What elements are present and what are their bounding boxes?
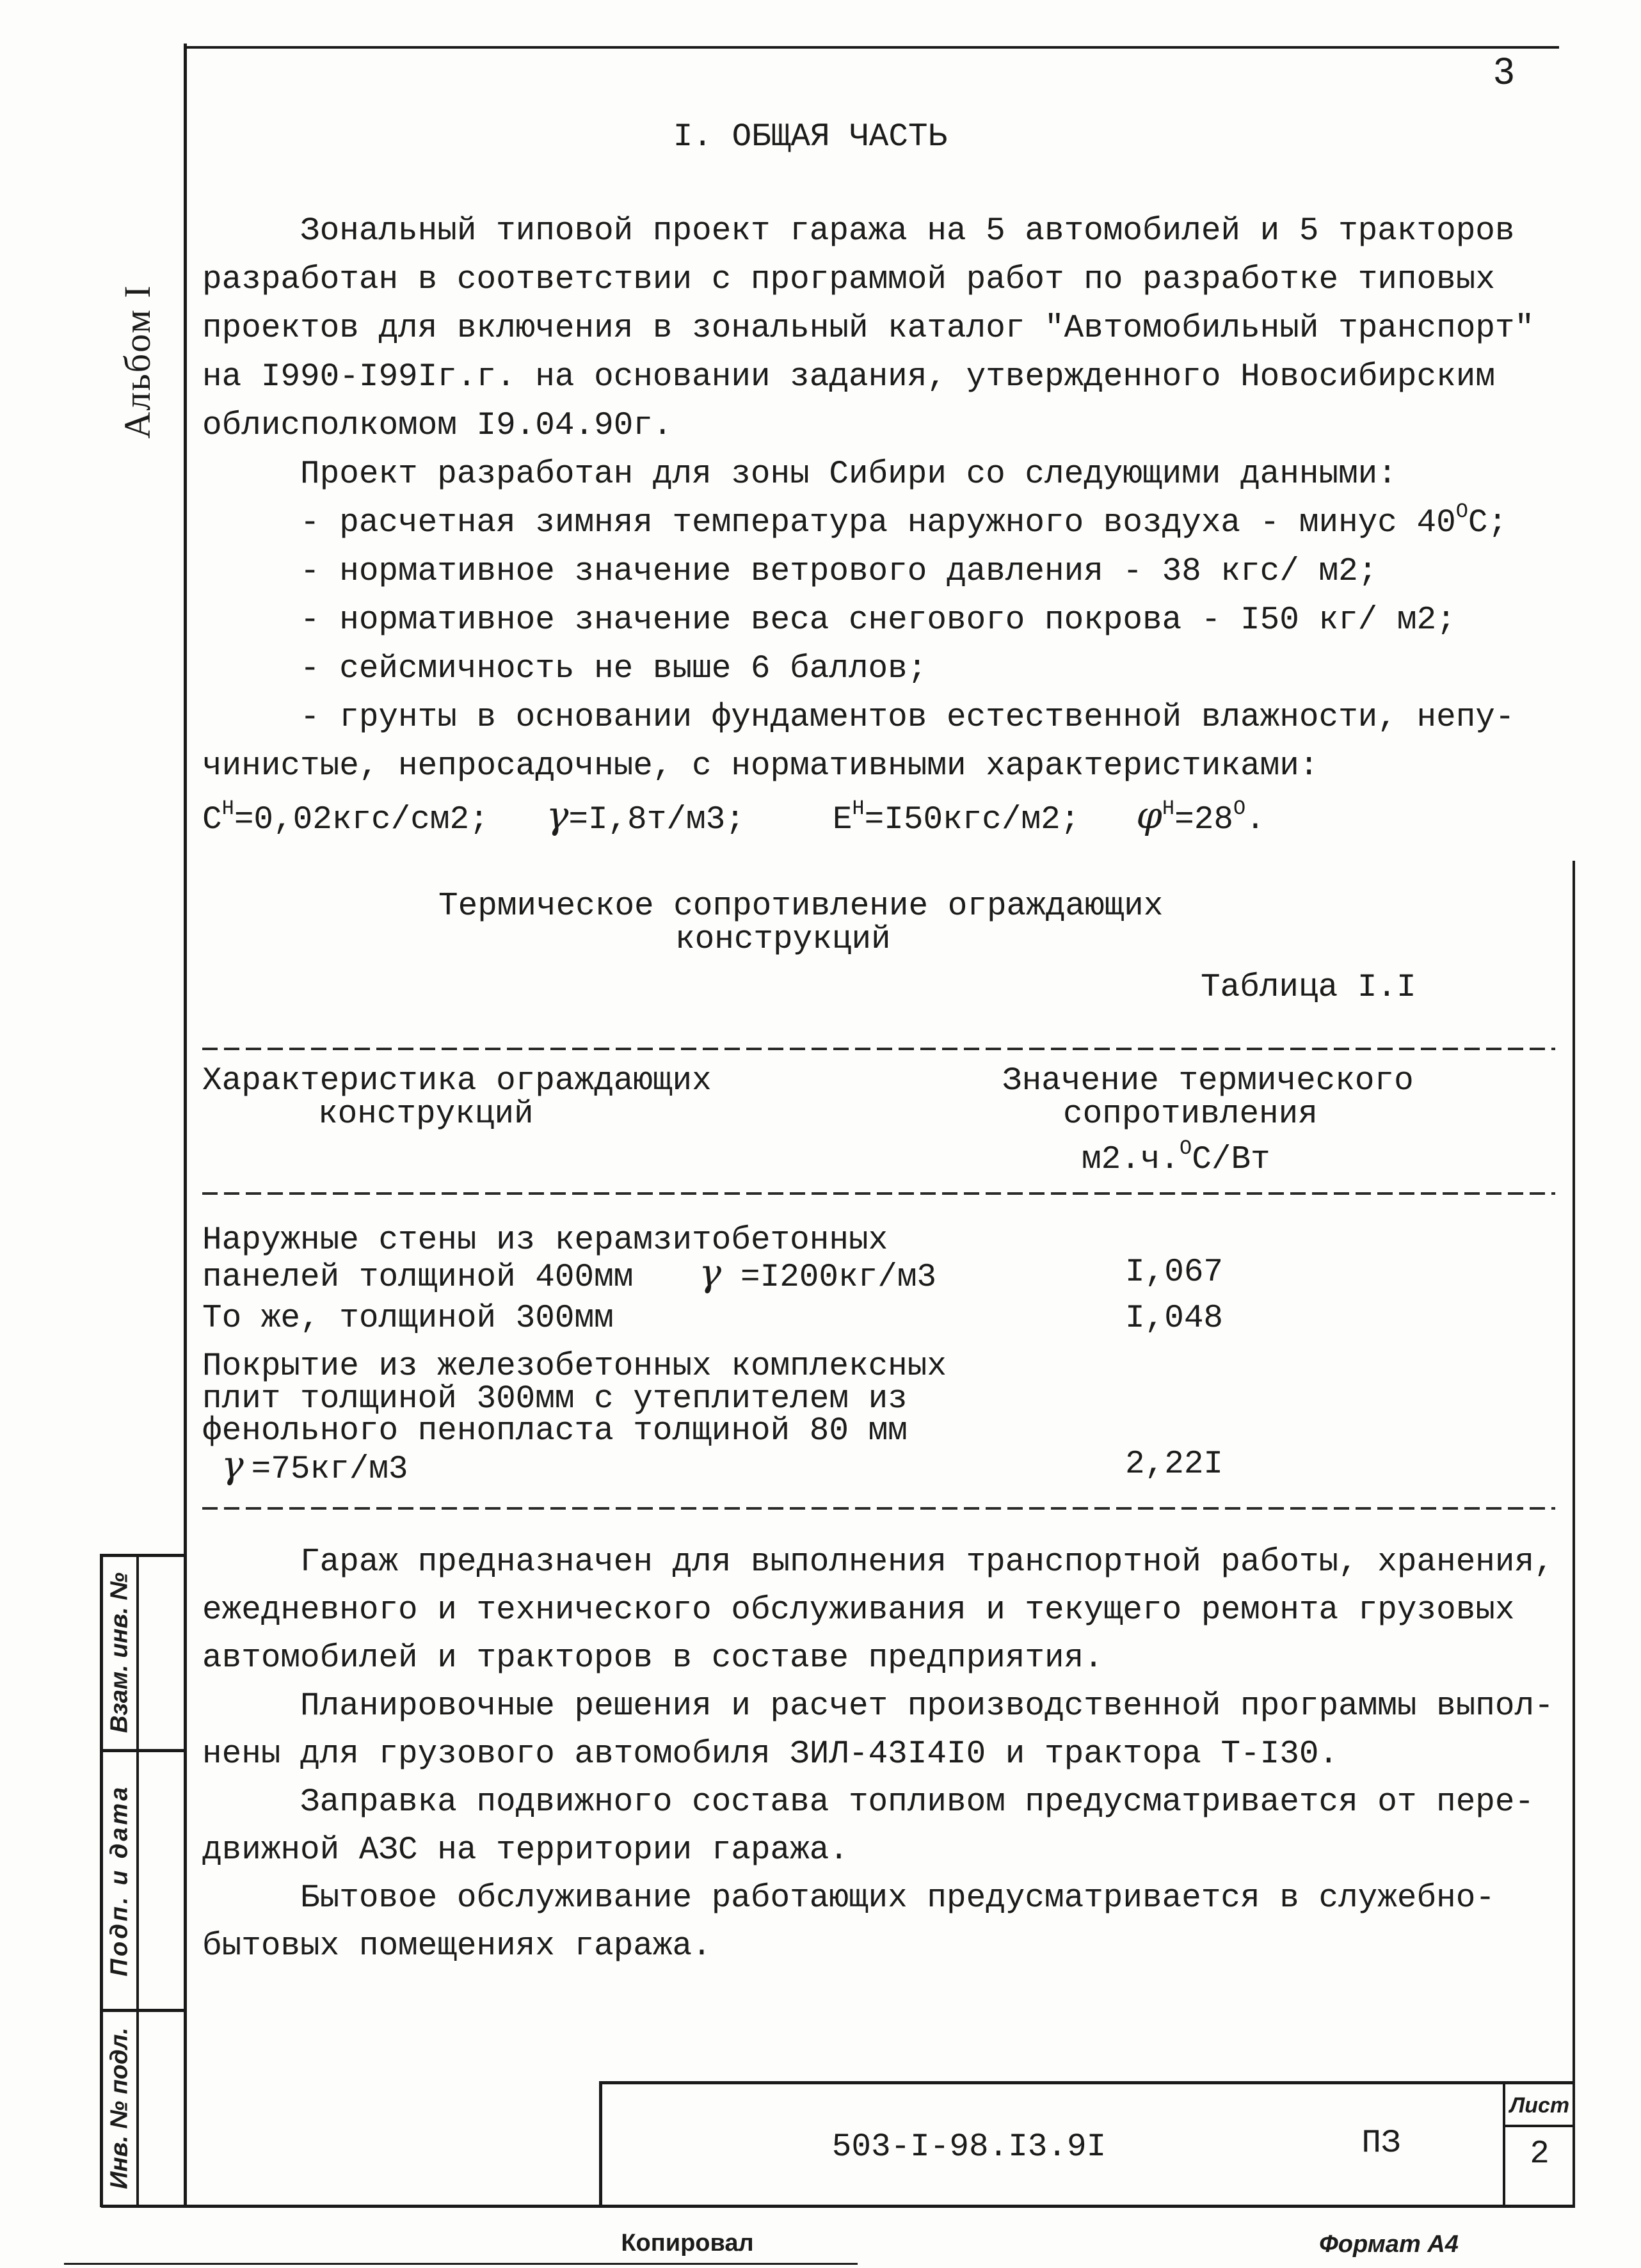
- table-row-2-value: I,048: [1125, 1300, 1224, 1337]
- table-header-rule: [202, 1192, 1555, 1195]
- stamp-replacement-inv-label: Взам. инв. №: [106, 1572, 133, 1733]
- friction-angle-symbol: φ: [1136, 794, 1162, 837]
- intro-line: разработан в соответствии с программой работ по разработке типовых: [202, 262, 1495, 298]
- description-line: Планировочные решения и расчет производственной программы выпол-: [300, 1688, 1554, 1725]
- stamp-row-divider: [100, 2009, 186, 2012]
- sheet-label: Лист: [1509, 2093, 1570, 2118]
- table-row-3-text: [202, 1443, 408, 1488]
- frame-top-line: [185, 46, 1559, 49]
- table-row-1-text: Наружные стены из керамзитобетонных: [202, 1222, 888, 1259]
- density-value: =I,8т/м3;: [568, 802, 745, 838]
- table-row-3-text: фенольного пенопласта толщиной 80 мм: [202, 1413, 908, 1449]
- format-label: Формат А4: [1319, 2231, 1459, 2258]
- table-row-3-value: 2,22I: [1125, 1446, 1224, 1483]
- table-title-line: Термическое сопротивление ограждающих: [438, 888, 1164, 925]
- table-title-line: конструкций: [675, 922, 891, 958]
- table-row-3-text: плит толщиной 300мм с утеплителем из: [202, 1381, 908, 1418]
- intro-line: проектов для включения в зональный каталог "Автомобильный транспорт": [202, 310, 1535, 347]
- table-row-2-text: То же, толщиной 300мм: [202, 1300, 614, 1337]
- climate-soil-item: - грунты в основании фундаментов естественной влажности, непу-: [300, 699, 1515, 736]
- table-row-1-value: I,067: [1125, 1254, 1224, 1291]
- temperature-unit: С;: [1468, 505, 1508, 541]
- cohesion-value: =0,02кгс/см2;: [234, 802, 489, 838]
- intro-line: Зональный типовой проект гаража на 5 автомобилей и 5 тракторов: [300, 213, 1515, 250]
- intro-line: на I990-I99Iг.г. на основании задания, утвержденного Новосибирским: [202, 359, 1495, 395]
- copied-by-label: Копировал: [621, 2230, 754, 2256]
- page-number: 3: [1493, 51, 1515, 92]
- intro-line: облисполкомом I9.04.90г.: [202, 408, 673, 444]
- description-line: ежедневного и технического обслуживания и текущего ремонта грузовых: [202, 1592, 1515, 1629]
- description-line: автомобилей и тракторов в составе предприятия.: [202, 1640, 1103, 1677]
- climate-seismic-item: - сейсмичность не выше 6 баллов;: [300, 651, 927, 687]
- unit-prefix: м2.ч.: [1082, 1142, 1180, 1178]
- climate-lead: Проект разработан для зоны Сибири со следующими данными:: [300, 456, 1397, 493]
- climate-temperature-item: [202, 499, 1565, 548]
- table-col1-header: конструкций: [318, 1096, 534, 1133]
- row-1-density-value: =I200кг/м3: [740, 1259, 937, 1296]
- frame-bottom-line: [101, 2205, 1575, 2208]
- row-1-density-symbol: γ: [699, 1251, 721, 1295]
- row-1-text-line: панелей толщиной 400мм: [202, 1259, 634, 1296]
- temperature-degree-sup: О: [1455, 500, 1468, 523]
- frame-left-line: [184, 44, 187, 2207]
- description-line: Бытовое обслуживание работающих предусматривается в служебно-: [300, 1880, 1495, 1917]
- table-bottom-rule: [202, 1507, 1555, 1510]
- sheet-cell-divider: [1503, 2125, 1575, 2127]
- modulus-symbol: Е: [832, 802, 853, 838]
- album-label: Альбом I: [116, 284, 158, 439]
- cohesion-symbol: С: [202, 802, 222, 838]
- description-line: бытовых помещениях гаража.: [202, 1928, 712, 1965]
- density-symbol: γ: [546, 794, 569, 837]
- table-row-1-text: [202, 1251, 937, 1296]
- general-section-text: [202, 207, 1565, 840]
- table-col2-header: сопротивления: [1063, 1096, 1318, 1133]
- table-col2-unit: [1082, 1137, 1270, 1178]
- friction-angle-end: .: [1245, 802, 1265, 838]
- document-mark: ПЗ: [1361, 2125, 1401, 2162]
- table-col2-header: Значение термического: [1002, 1063, 1414, 1099]
- sheet-number: 2: [1530, 2136, 1549, 2173]
- row-3-density-value: =75кг/м3: [251, 1451, 408, 1488]
- section-title: I. ОБЩАЯ ЧАСТЬ: [673, 119, 948, 156]
- friction-angle-sup: Н: [1162, 797, 1175, 820]
- unit-suffix: С/Вт: [1192, 1142, 1270, 1178]
- description-line: движной АЗС на территории гаража.: [202, 1832, 849, 1869]
- climate-snow-item: - нормативное значение веса снегового покрова - I50 кг/ м2;: [300, 602, 1456, 639]
- stamp-row-divider: [100, 1749, 186, 1752]
- table-label: Таблица I.I: [1201, 970, 1416, 1006]
- document-code: 503-I-98.I3.9I: [831, 2129, 1107, 2166]
- row-3-density-symbol: γ: [221, 1443, 244, 1487]
- description-line: нены для грузового автомобиля ЗИЛ-43I4I0 и трактора Т-I30.: [202, 1736, 1339, 1773]
- description-line: Заправка подвижного состава топливом предусматривается от пере-: [300, 1784, 1535, 1821]
- cohesion-sup: Н: [221, 797, 234, 820]
- stamp-original-inv-label: Инв. № подл.: [106, 2027, 133, 2189]
- title-block-top-line: [599, 2081, 1575, 2084]
- stamp-signature-date-label: Подп. и дата: [106, 1784, 133, 1977]
- description-line: Гараж предназначен для выполнения транспортной работы, хранения,: [300, 1544, 1554, 1581]
- climate-soil-item-cont: чинистые, непросадочные, с нормативными характеристиками:: [202, 748, 1319, 785]
- frame-right-line: [1573, 861, 1575, 2207]
- unit-degree: О: [1180, 1137, 1192, 1160]
- table-col1-header: Характеристика ограждающих: [202, 1063, 712, 1099]
- modulus-sup: Н: [852, 797, 865, 820]
- climate-wind-item: - нормативное значение ветрового давления - 38 кгс/ м2;: [300, 554, 1378, 590]
- garage-description: [202, 1538, 1565, 1970]
- temperature-text: - расчетная зимняя температура наружного воздуха - минус 40: [300, 505, 1456, 541]
- friction-angle-value: =28: [1174, 802, 1233, 838]
- table-top-rule: [202, 1048, 1555, 1050]
- soil-parameters-line: [202, 791, 1565, 840]
- table-row-3-text: Покрытие из железобетонных комплексных: [202, 1348, 947, 1385]
- modulus-value: =I50кгс/м2;: [864, 802, 1080, 838]
- footer-underline: [64, 2263, 858, 2265]
- friction-angle-degree: О: [1233, 797, 1246, 820]
- title-block-left-line: [599, 2081, 602, 2207]
